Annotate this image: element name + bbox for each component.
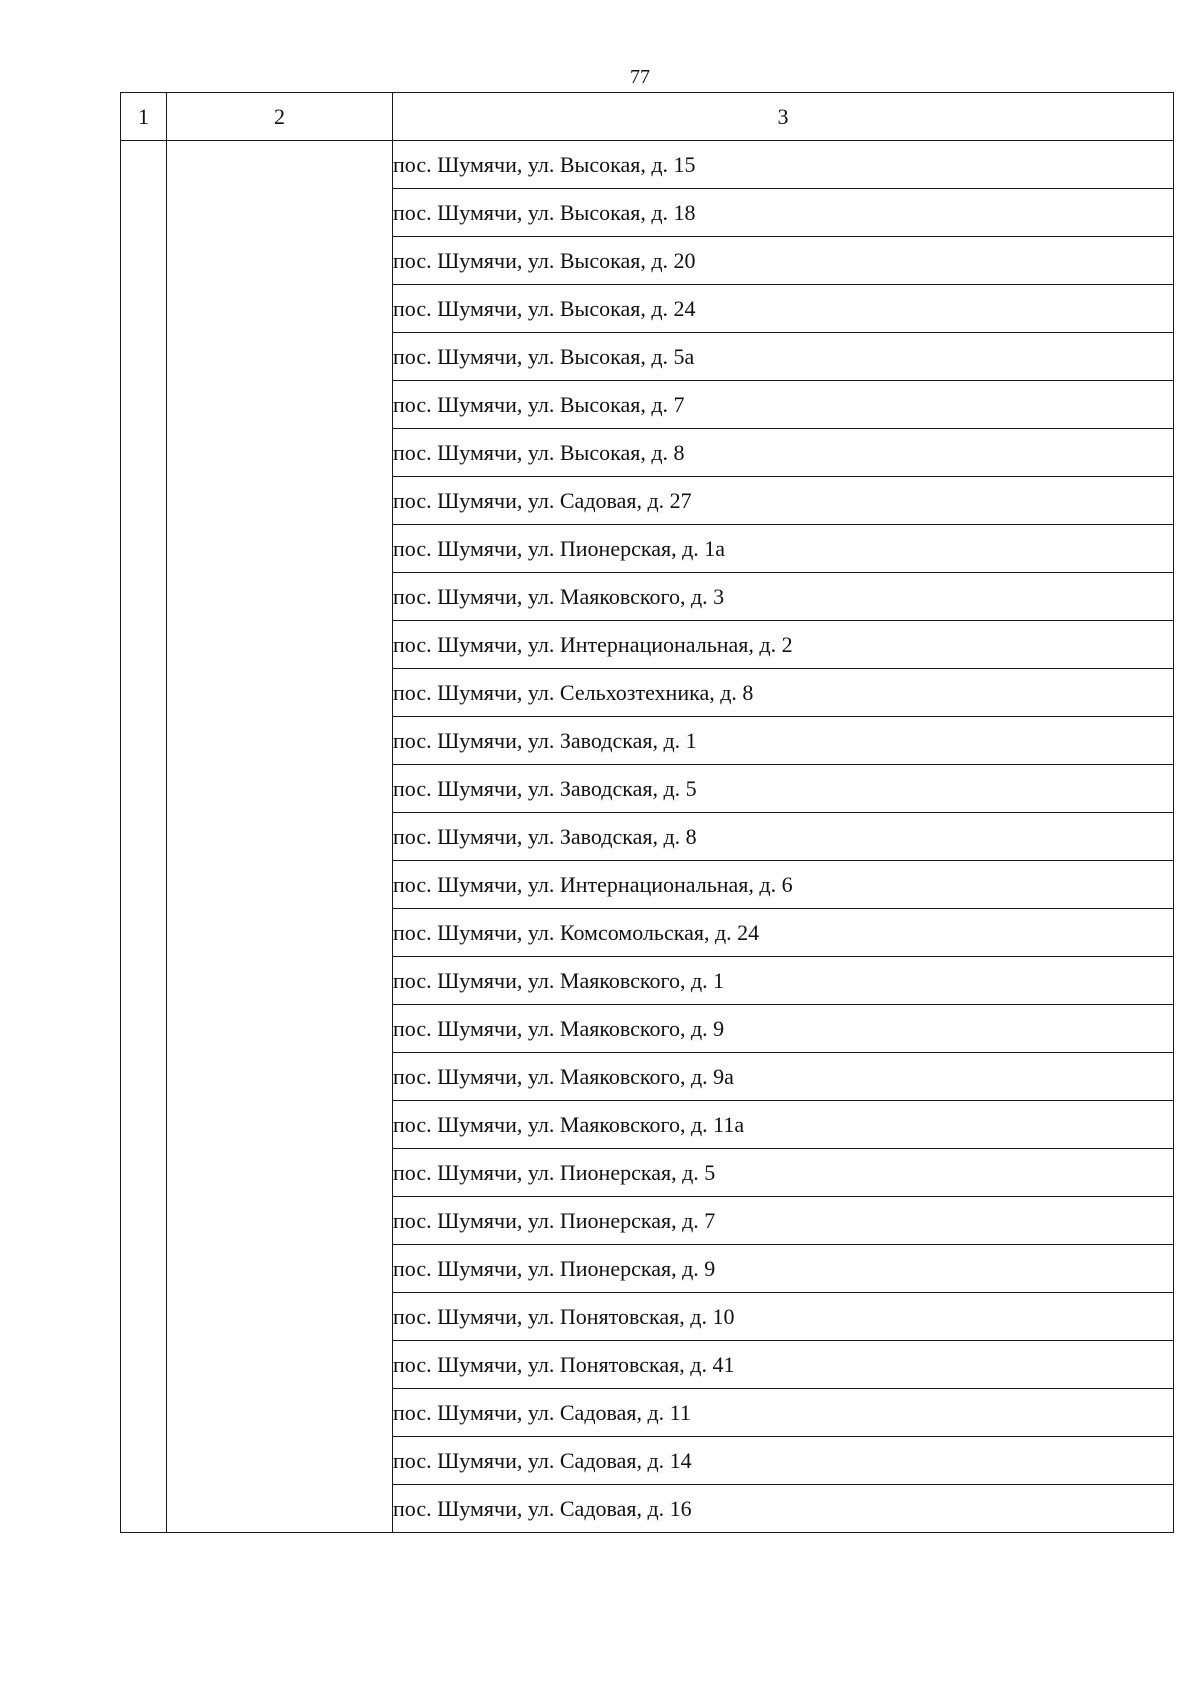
address-cell: пос. Шумячи, ул. Пионерская, д. 7 [393, 1197, 1174, 1245]
address-cell: пос. Шумячи, ул. Высокая, д. 7 [393, 381, 1174, 429]
column-header-1: 1 [121, 93, 167, 141]
address-cell: пос. Шумячи, ул. Маяковского, д. 3 [393, 573, 1174, 621]
address-cell: пос. Шумячи, ул. Садовая, д. 16 [393, 1485, 1174, 1533]
address-cell: пос. Шумячи, ул. Высокая, д. 24 [393, 285, 1174, 333]
address-cell: пос. Шумячи, ул. Интернациональная, д. 2 [393, 621, 1174, 669]
address-cell: пос. Шумячи, ул. Маяковского, д. 9 [393, 1005, 1174, 1053]
address-cell: пос. Шумячи, ул. Маяковского, д. 9а [393, 1053, 1174, 1101]
address-cell: пос. Шумячи, ул. Садовая, д. 14 [393, 1437, 1174, 1485]
address-cell: пос. Шумячи, ул. Сельхозтехника, д. 8 [393, 669, 1174, 717]
address-cell: пос. Шумячи, ул. Высокая, д. 18 [393, 189, 1174, 237]
address-cell: пос. Шумячи, ул. Интернациональная, д. 6 [393, 861, 1174, 909]
address-cell: пос. Шумячи, ул. Маяковского, д. 1 [393, 957, 1174, 1005]
column-header-2: 2 [167, 93, 393, 141]
address-cell: пос. Шумячи, ул. Комсомольская, д. 24 [393, 909, 1174, 957]
address-cell: пос. Шумячи, ул. Пионерская, д. 5 [393, 1149, 1174, 1197]
page-number: 77 [630, 66, 650, 88]
column-header-3: 3 [393, 93, 1174, 141]
address-cell: пос. Шумячи, ул. Понятовская, д. 41 [393, 1341, 1174, 1389]
address-cell: пос. Шумячи, ул. Маяковского, д. 11а [393, 1101, 1174, 1149]
address-cell: пос. Шумячи, ул. Пионерская, д. 1а [393, 525, 1174, 573]
table-body [121, 93, 1174, 1533]
address-cell: пос. Шумячи, ул. Понятовская, д. 10 [393, 1293, 1174, 1341]
address-cell: пос. Шумячи, ул. Садовая, д. 11 [393, 1389, 1174, 1437]
address-cell: пос. Шумячи, ул. Пионерская, д. 9 [393, 1245, 1174, 1293]
address-cell: пос. Шумячи, ул. Высокая, д. 20 [393, 237, 1174, 285]
address-cell: пос. Шумячи, ул. Садовая, д. 27 [393, 477, 1174, 525]
table-row [121, 141, 1174, 189]
address-cell: пос. Шумячи, ул. Заводская, д. 1 [393, 717, 1174, 765]
column-2-merged-cell [167, 141, 393, 1533]
address-cell: пос. Шумячи, ул. Высокая, д. 5а [393, 333, 1174, 381]
address-cell: пос. Шумячи, ул. Высокая, д. 8 [393, 429, 1174, 477]
address-cell: пос. Шумячи, ул. Высокая, д. 15 [393, 141, 1174, 189]
table-header-row [121, 93, 1174, 141]
column-1-merged-cell [121, 141, 167, 1533]
address-cell: пос. Шумячи, ул. Заводская, д. 8 [393, 813, 1174, 861]
address-cell: пос. Шумячи, ул. Заводская, д. 5 [393, 765, 1174, 813]
address-table [120, 92, 1174, 1533]
